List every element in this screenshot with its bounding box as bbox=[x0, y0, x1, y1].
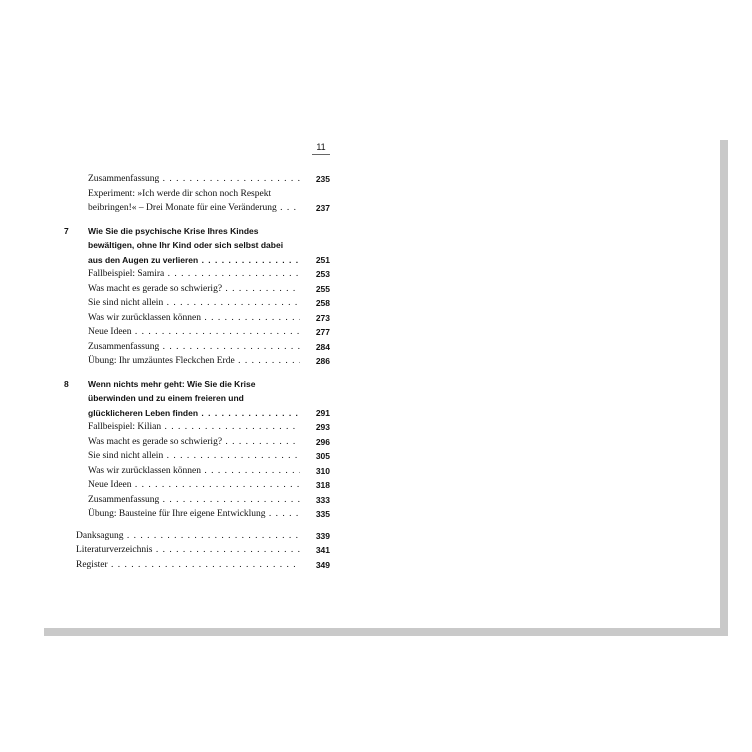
section-gap bbox=[76, 216, 330, 224]
toc-entry-title: Was macht es gerade so schwierig? . . . bbox=[88, 435, 300, 450]
toc-entry-title: Register . . . bbox=[76, 558, 300, 573]
toc-entry bbox=[76, 493, 330, 508]
toc-entry-page: 305 bbox=[315, 451, 330, 461]
toc-entry bbox=[76, 435, 330, 450]
toc-entry bbox=[76, 354, 330, 369]
toc-entry-page: 339 bbox=[315, 530, 330, 541]
chapter-number: 7 bbox=[64, 225, 69, 236]
toc-entry-title: Experiment: »Ich werde dir schon noch Respekt bbox=[88, 188, 272, 199]
toc-entry-page: 286 bbox=[315, 356, 330, 366]
toc-entry-title: Zusammenfassung . . . bbox=[88, 172, 300, 187]
chapter-heading bbox=[76, 391, 330, 406]
toc-entry-page: 258 bbox=[315, 298, 330, 308]
toc-entry-page: 341 bbox=[315, 545, 330, 555]
toc-entry-title: Literaturverzeichnis . . . bbox=[76, 543, 300, 558]
toc-entry-page: 284 bbox=[315, 341, 330, 352]
toc-entry bbox=[76, 311, 330, 326]
toc-entry-title: Fallbeispiel: Kilian . . . bbox=[88, 420, 300, 435]
toc-entry bbox=[76, 464, 330, 479]
toc-entry-title: beibringen!« – Drei Monate für eine Veränderung . . . bbox=[88, 201, 300, 216]
page-number: 11 bbox=[312, 142, 330, 155]
toc-entry bbox=[76, 543, 330, 558]
chapter-title-line: aus den Augen zu verlieren . . . bbox=[88, 253, 300, 268]
toc-entry bbox=[76, 478, 330, 493]
toc-entry bbox=[76, 267, 330, 282]
toc-entry-page: 277 bbox=[315, 327, 330, 337]
toc-entry-page: 255 bbox=[315, 283, 330, 294]
toc-entry-page: 235 bbox=[315, 174, 330, 184]
toc-entry-page: 349 bbox=[315, 559, 330, 570]
toc-entry-title: Übung: Bausteine für Ihre eigene Entwicklung . . . bbox=[88, 507, 300, 522]
toc-entry-page: 333 bbox=[315, 494, 330, 505]
toc-entry-title: Fallbeispiel: Samira . . . bbox=[88, 267, 300, 282]
toc-entry bbox=[76, 325, 330, 340]
chapter-heading bbox=[64, 224, 330, 239]
toc-entry bbox=[76, 187, 330, 202]
toc-entry-title: Was wir zurücklassen können . . . bbox=[88, 311, 300, 326]
toc-entry-title: Was wir zurücklassen können . . . bbox=[88, 464, 300, 479]
toc-entry-title: Was macht es gerade so schwierig? . . . bbox=[88, 282, 300, 297]
chapter-title-line: glücklicheren Leben finden . . . bbox=[88, 406, 300, 421]
chapter-title-line: bewältigen, ohne Ihr Kind oder sich selbst dabei bbox=[88, 240, 284, 250]
toc-entry bbox=[76, 340, 330, 355]
toc-entry-page: 237 bbox=[315, 203, 330, 213]
chapter-title-line: Wie Sie die psychische Krise Ihres Kindes bbox=[88, 225, 259, 236]
toc-entry-title: Sie sind nicht allein . . . bbox=[88, 449, 300, 464]
chapter-heading bbox=[64, 377, 330, 392]
chapter-title-line: überwinden und zu einem freieren und bbox=[88, 393, 244, 403]
toc-entry bbox=[76, 282, 330, 297]
toc-entry bbox=[76, 420, 330, 435]
chapter-heading bbox=[76, 253, 330, 268]
chapter-heading bbox=[76, 238, 330, 253]
toc-entry-title: Danksagung . . . bbox=[76, 529, 300, 544]
toc-entry-page: 293 bbox=[315, 422, 330, 432]
toc-entry bbox=[76, 507, 330, 522]
toc-entry-title: Zusammenfassung . . . bbox=[88, 493, 300, 508]
toc-entry-title: Neue Ideen . . . bbox=[88, 325, 300, 340]
toc-entry-title: Sie sind nicht allein . . . bbox=[88, 296, 300, 311]
toc-entry-page: 296 bbox=[315, 436, 330, 447]
toc-entry-title: Zusammenfassung . . . bbox=[88, 340, 300, 355]
chapter-page: 291 bbox=[315, 407, 330, 418]
toc-entry bbox=[76, 296, 330, 311]
chapter-page: 251 bbox=[315, 254, 330, 265]
toc-entry bbox=[76, 529, 330, 544]
table-of-contents bbox=[64, 172, 330, 572]
toc-entry-page: 318 bbox=[315, 480, 330, 490]
toc-entry-page: 273 bbox=[315, 312, 330, 323]
section-gap bbox=[76, 522, 330, 529]
toc-entry bbox=[76, 449, 330, 464]
toc-entry bbox=[76, 201, 330, 216]
chapter-number: 8 bbox=[64, 378, 69, 389]
toc-entry-page: 335 bbox=[315, 509, 330, 519]
toc-entry bbox=[76, 558, 330, 573]
section-gap bbox=[76, 369, 330, 377]
toc-entry-title: Neue Ideen . . . bbox=[88, 478, 300, 493]
toc-entry-page: 310 bbox=[315, 465, 330, 476]
toc-entry-page: 253 bbox=[315, 269, 330, 279]
chapter-title-line: Wenn nichts mehr geht: Wie Sie die Krise bbox=[88, 378, 256, 389]
toc-entry bbox=[76, 172, 330, 187]
chapter-heading bbox=[76, 406, 330, 421]
toc-entry-title: Übung: Ihr umzäuntes Fleckchen Erde . . . bbox=[88, 354, 300, 369]
